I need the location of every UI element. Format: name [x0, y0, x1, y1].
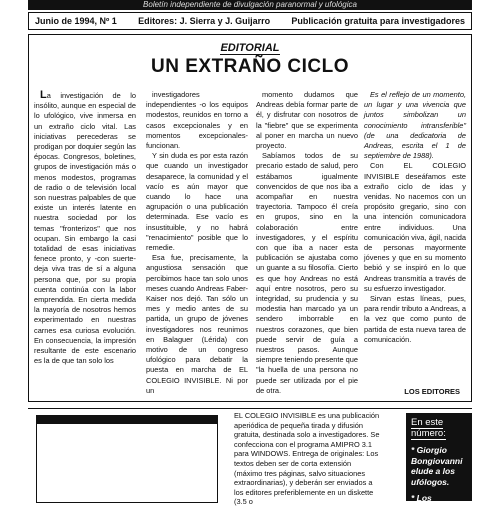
editorial-column-4	[364, 90, 466, 380]
sidebar-item: * Los militares	[411, 493, 446, 514]
publication-info: EL COLEGIO INVISIBLE es una publicación aperiódica de pequeña tirada y difusión gratuita, destinada solo a investigadores. Se confecciona con el programa AMIPRO 3.1 para WINDOWS. Entrega de originales: Los textos deben ser de corta extensión (máximo tres páginas, salvo situaciones extraordinarias), y deberán ser enviados a los editores preferiblemente en un diskette (3.5 o	[234, 411, 380, 507]
sidebar-item: * Giorgio Bongiovanni elude a los ufólogos.	[411, 445, 463, 487]
masthead-band	[28, 0, 472, 10]
paragraph: Sabíamos todos de su precario estado de salud, pero estábamos igualmente convencidos de que nos iba a acompañar en nuestra trayectoria. Tampoco él creía en grupos, sino en la colaboración entre investigadores, y el espíritu con que iba a nacer esta publicación se ajustaba como un guante a su filosofía. Cierto es que hoy Andreas no está aquí entre nosotros, pero su integridad, su prudencia y su modestia han marcado ya un sendero imborrable en nuestros corazones, que bien puede servir de guía a nuestros pasos. Aunque siempre teniendo presente que "la huella de una persona no puede ser utilizada por el pie de otra.	[256, 151, 358, 395]
paragraph: Esa fue, precisamente, la angustiosa sensación que percibimos hace tan solo unos meses cuando Andreas Faber-Kaiser nos dejó. Tan sólo un mes y medio antes de su partida, un grupo de jóvenes investigadores nos reunimos en Balaguer (Lérida) con motivo de un congreso ufológico para debatir la puesta en marcha de EL COLEGIO INVISIBLE. Ni por un	[146, 253, 248, 395]
editorial-title: UN EXTRAÑO CICLO	[151, 56, 349, 77]
editorial-column-3	[256, 90, 358, 395]
paragraph: Sirvan estas líneas, pues, para rendir tributo a Andreas, a la vez que como punto de partida de esta nueva tarea de comunicación.	[364, 294, 466, 344]
image-placeholder	[28, 409, 224, 501]
masthead-tagline: Boletín independiente de divulgación paranormal y ufológica	[143, 0, 357, 9]
editorial-column-1	[34, 90, 136, 370]
editors-credit: Editores: J. Sierra y J. Guijarro	[138, 16, 271, 26]
issue-info-bar	[28, 12, 472, 30]
paragraph: Es el reflejo de un momento, un lugar y una vivencia que juntos simbolizan un conocimiento intransferible" (de una dedicatoria de Andreas, escrita el 1 de septiembre de 1988).	[364, 90, 466, 161]
editorial-signature: LOS EDITORES	[404, 387, 460, 396]
paragraph: Y sin duda es por esta razón que cuando un investigador desaparece, la comunidad y el vacío es aún mayor que cuando lo hace una agrupación o una publicación determinada. Ese vacío es insustituible, y no habrá "renacimiento" posible que lo remedie.	[146, 151, 248, 253]
sidebar-heading: En este número:	[411, 417, 446, 439]
paragraph: investigadores independientes -o los equipos modestos, reunidos en torno a casos excepcionales y en momentos excepcionales- funcionan.	[146, 90, 248, 151]
paragraph: Con EL COLEGIO INVISIBLE deseáfamos este extraño ciclo de idas y venidas. No nacemos con un propósito gregario, sino con una intención comunicadora entre individuos. Una comunicación viva, ágil, nacida de personas mayormente jóvenes y que en su momento bebió y se inspiró en lo que Andreas transmitía a través de su esfuerzo investigador.	[364, 161, 466, 293]
paragraph: momento dudamos que Andreas debía formar parte de él, y disfrutar con nosotros de la "fiebre" que se experimenta al poner en marcha un nuevo proyecto.	[256, 90, 358, 151]
issue-date: Junio de 1994, Nº 1	[35, 16, 117, 26]
lower-section	[28, 408, 472, 514]
contents-sidebar	[406, 413, 472, 514]
distribution-note: Publicación gratuita para investigadores	[291, 16, 465, 26]
image-frame	[36, 415, 218, 503]
editorial-kicker: EDITORIAL	[220, 42, 280, 54]
drop-cap: L	[40, 89, 47, 101]
paragraph: La investigación de lo insólito, aunque en especial de lo ufológico, vive inmersa en un extraño ciclo vital. Las iniciativas perecederas se prodigan por doquier según las épocas. Congresos, boletines, grupos de investigación más o menos modestos, programas de radio o de televisión local son nuestras palpables de que existe un interés latente en nuestra sociedad por los temas "fronterizos" que nos ocupan. Sin embargo la casi totalidad de esas iniciativas fenece pronto, y -con suerte- deja viva tras de sí a alguna persona que, por su propia cuenta continúa con la labor emprendida. En cierta medida la mayoría de nosotros hemos experimentado en nuestras carnes esa curiosa evolución. En consecuencia, la impresión resultante de este escenario es la de que tan solo los	[34, 89, 136, 366]
editorial-column-2	[146, 90, 248, 395]
